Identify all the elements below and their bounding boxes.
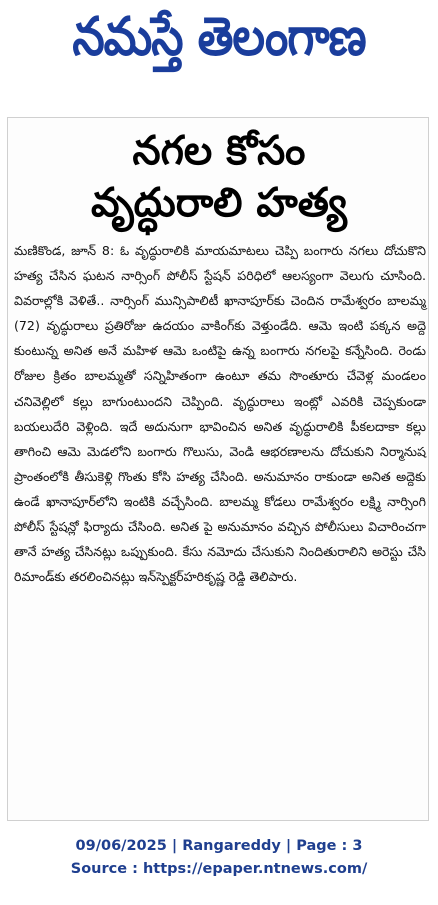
article-body-paragraph: మణికొండ, జూన్ 8: ఓ వృద్ధురాలికి మాయమాటలు చెప్పి బంగారు నగలు దోచుకొని హత్య చేసిన ఘటన నార్సింగ్ పోలీస్ స్టేషన్ పరిధిలో ఆలస్యంగా వెలుగు చూసింది. వివరాల్లోకి వెళితే.. నార్సింగ్ మున్సిపాలిటీ ఖానాపూర్‌కు చెందిన రామేశ్వరం బాలమ్మ (72) వృద్ధురాలు ప్రతిరోజు ఉదయం వాకింగ్‌కు వెళ్తుండేది. ఆమె ఇంటి పక్కన అద్దె కుంటున్న అనిత అనే మహిళ ఆమె ఒంటిపై ఉన్న బంగారు నగలపై కన్నేసింది. రెండు రోజుల క్రితం బాలమ్మతో సన్నిహితంగా ఉంటూ తమ సొంతూరు చేవెళ్ల మండలం చనివెల్లిలో కల్లు బాగుంటుందని చెప్పింది. వృద్ధురాలు ఇంట్లో ఎవరికి చెప్పకుండా బయలుదేరి వెళ్లింది. ఇదే అదునుగా భావించిన అనిత వృద్ధురాలికి పీకలదాకా కల్లు తాగించి ఆమె మెడలోని బంగారు గొలుసు, వెండి ఆభరణాలను దోచుకుని నిర్మానుష ప్రాంతంలోకి తీసుకెళ్లి గొంతు కోసి హత్య చేసింది. అనుమానం రాకుండా అనిత అద్దెకు ఉండే ఖానాపూర్‌లోని ఇంటికి వచ్చేసింది. బాలమ్మ కోడలు రామేశ్వరం లక్ష్మి నార్సింగి పోలీస్ స్టేషన్లో ఫిర్యాదు చేసింది. అనిత పై అనుమానం వచ్చిన పోలీసులు విచారించగా తానే హత్య చేసినట్లు ఒప్పుకుంది. కేసు నమోదు చేసుకుని నిందితురాలిని అరెస్టు చేసి రిమాండ్‌కు తరలించినట్లు ఇన్‌స్పెక్టర్‌హరికృష్ణ రెడ్డి తెలిపారు.	[14, 243, 426, 585]
article-headline	[0, 125, 438, 229]
headline-line-2: వృద్ధురాలి హత్య	[90, 180, 347, 226]
headline-line-1: నగల కోసం	[132, 128, 306, 174]
masthead	[0, 0, 438, 86]
source-link[interactable]: Source : https://epaper.ntnews.com/	[70, 861, 368, 877]
masthead-title: నమస్తే తెలంగాణ	[72, 5, 366, 68]
edition-meta: 09/06/2025 | Rangareddy | Page : 3	[75, 838, 363, 854]
clipping-footer	[0, 835, 438, 881]
article-body	[14, 238, 426, 589]
